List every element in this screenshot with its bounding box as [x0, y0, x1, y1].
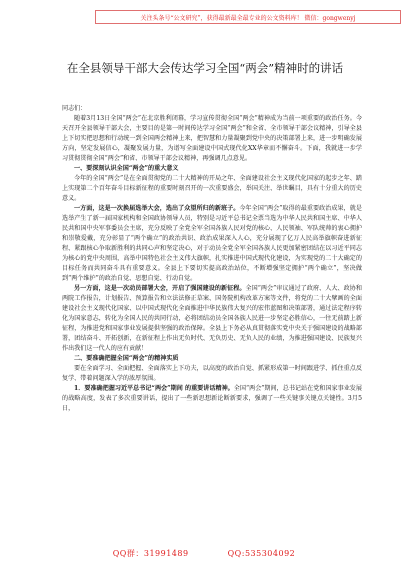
paragraph: 随着3月13日全国“两会”在北京胜利闭幕，学习宣传贯彻全国“两会”精神成为当前一项重要的政治任务。今天召开全县领导干部大会，主要目的是第一时间传达学习全国“两会”和全省、全市领导干部会议精神，引导全县上下切实把思想和行动统一到全国两会精神上来，把智慧和力量凝聚到党中央的决策部署上来，进一步明确发展方向，坚定发展信心，凝聚发展力量，为谱写全面建设中国式现代化XX华章而不懈奋斗。下面，我就进一步学习贯彻贯彻全国“两会”和省、市领导干部会议精神，再强调几点意见。: [62, 115, 362, 162]
section-heading: 二、要准确把握全国“两会”的精神实质: [74, 355, 179, 362]
paragraph: 另一方面，这是一次动员部署大会，开启了强国建设的新征程。全国“两会”审议通过了政府、人大、政协和两院工作报告，计划报告、预算报告和立法法修正草案、国务院机构改革方案等文件，将党的二十大擘画的全面建设社会主义现代化国家、以中国式现代化全面推进中华民族伟大复兴的宏伟蓝图和决策部署，通过法定程序转化为国家意志，转化为全国人民的共同行动，必将团结动员全国各族人民进一步坚定必胜信心，一往无前踏上新征程，为推进党和国家事业发展提供坚强的政治保障。全县上下务必从真贯彻落实党中央关于强国建设的战略部署，团结奋斗、开拓创新，在新征程上作出无负时代、无负历史、无负人民的业绩，为推进强国建设、民族复兴作出我们这一代人的应有贡献！: [62, 285, 363, 352]
document-title: 在全县领导干部大会传达学习全国“两会”精神时的讲话: [66, 61, 344, 75]
section-heading: 一、要深刻认识全国“两会”的重大意义: [74, 165, 179, 172]
paragraph: 一方面，这是一次换届选举大会，选出了众望所归的新班子。今年全国“两会”取得的最重要政治成果，就是选举产生了新一届国家机构和全国政协领导人员，特别是习近平总书记全票当选为中华人民共和国主席、中华人民共和国中央军事委员会主席，充分反映了全党全军全国各族人民对党的核心、人民领袖、军队统帅的衷心拥护和崇敬爱戴，充分彰显了“两个确立”的政治共识、政治成果深入人心，充分展现了亿万人民高举旗帜奋进新征程、紧跟核心争取新胜利的共同心声和坚定决心，对于动员全党全军全国各族人民更加紧密团结在以习近平同志为核心的党中央周围，高举中国特色社会主义伟大旗帜，扎实推进中国式现代化建设，为实现党的二十大确定的目标任务而共同奋斗具有重要意义。全县上下要切实提高政治站位，不断增强坚定拥护“两个确立”，坚决做到“两个维护”的政治自觉、思想自觉、行动自觉。: [62, 205, 363, 282]
qq-label: QQ:535304092: [227, 549, 296, 558]
paragraph: 今年的全国“两会”是在全面贯彻党的二十大精神的开局之年、全面建设社会主义现代化国家的起步之年、踏上实现第二个百年奋斗目标新征程的重要时刻召开的一次重要盛会，举国关注、举世瞩目，具有十分重大的历史意义。: [62, 175, 362, 202]
paragraph: 要在全面学习、全面把握、全面落实上下功夫，以高度的政治自觉、抓紧形成第一时间跟进学、抓住重点反复学、带着问题深入学的浓厚氛围。: [62, 365, 362, 382]
top-banner: 关注头条号“公文研究”，获得最新最全最专业的公文资料库！ 微信：gongwenyj: [95, 10, 401, 24]
qq-group-label: QQ群：31991489: [112, 549, 189, 558]
salutation: 同志们：: [62, 105, 87, 112]
page-footer: [0, 548, 408, 559]
document-body: [62, 104, 362, 414]
paragraph: 1．要准确把握习近平总书记“两会”期间 的重要讲话精神。全国“两会”期间，总书记站在党和国家事业发展的战略高度，发表了多次重要讲话，提出了一些新思想新论断新要求，强调了一些关键事关键点关键性。3月5日，: [62, 385, 363, 412]
